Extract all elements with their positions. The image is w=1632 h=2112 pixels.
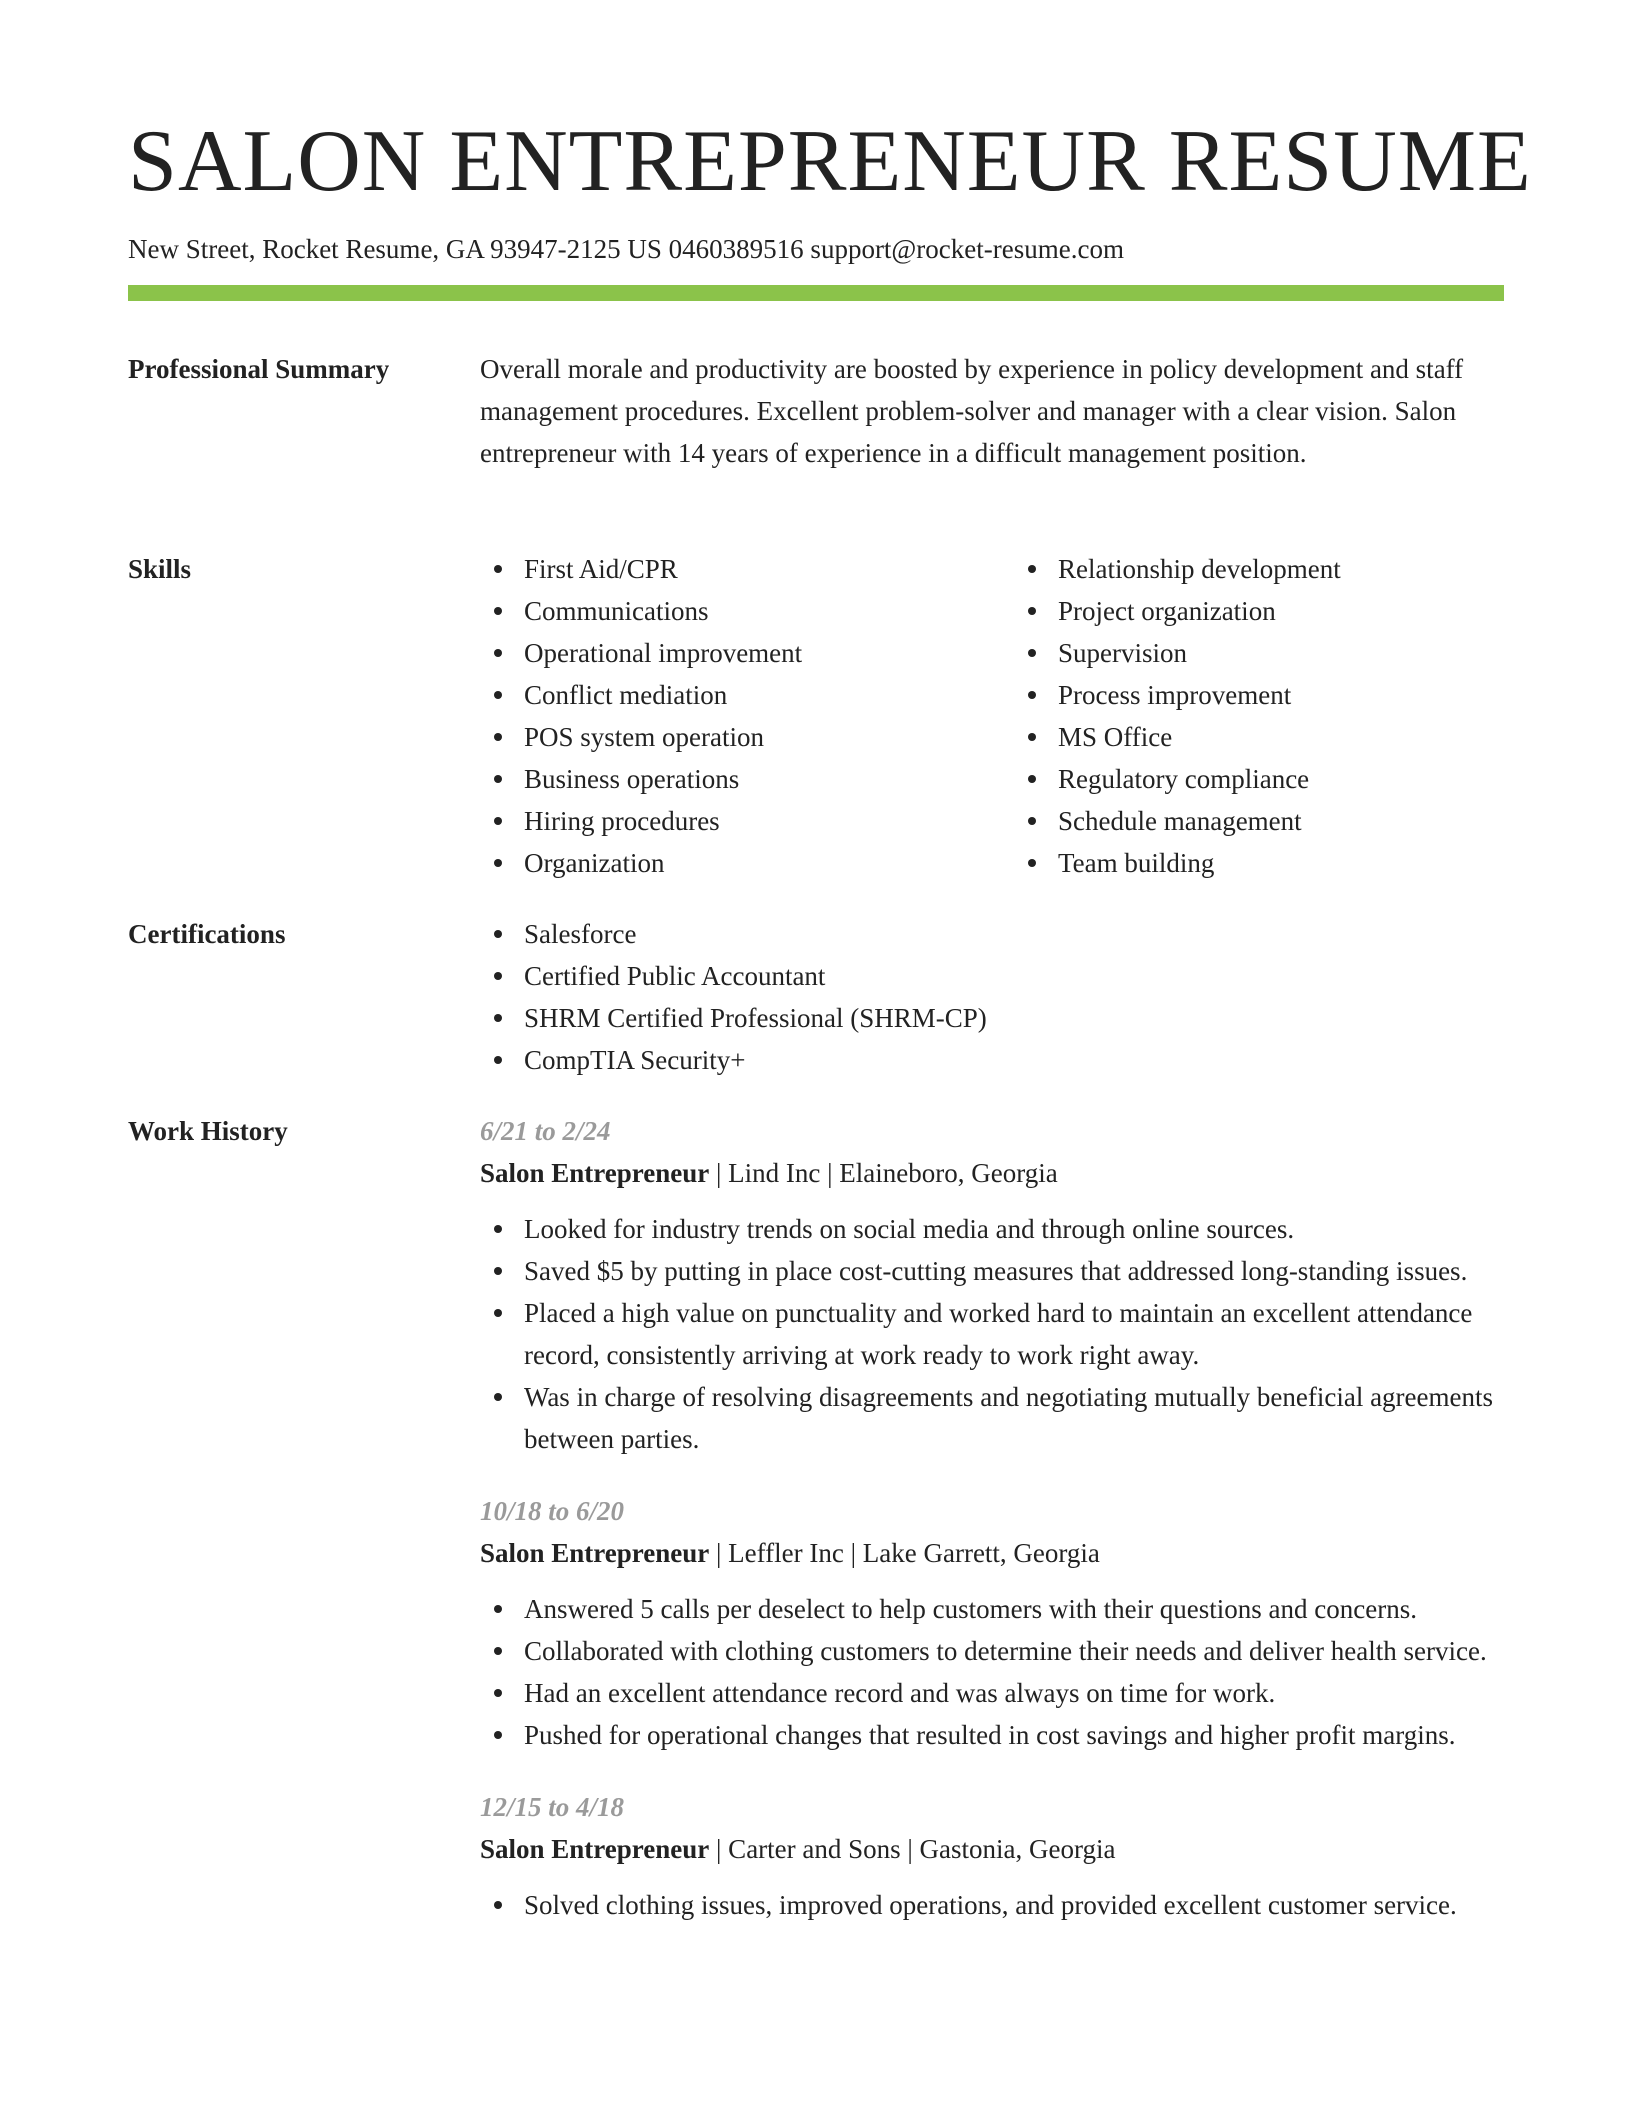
skill-item: POS system operation [524, 716, 970, 758]
job-bullet: Placed a high value on punctuality and worked hard to maintain an excellent attendance record, consistently arriving at work ready to work right away. [524, 1292, 1504, 1376]
job-employer-location: | Carter and Sons | Gastonia, Georgia [709, 1834, 1116, 1864]
work-history-heading: Work History [128, 1116, 288, 1146]
job-bullet: Collaborated with clothing customers to determine their needs and deliver health service. [524, 1630, 1504, 1672]
certification-item: Certified Public Accountant [524, 955, 1504, 997]
summary-text: Overall morale and productivity are boosted by experience in policy development and staff management procedures. Excellent problem-solver and manager with a clear vision. Salon entrepreneur with 14 years of experience in a difficult management position. [480, 354, 1464, 468]
skills-heading: Skills [128, 554, 192, 584]
skill-item: Team building [1058, 842, 1504, 884]
certifications-heading: Certifications [128, 919, 286, 949]
certification-item: SHRM Certified Professional (SHRM-CP) [524, 997, 1504, 1039]
job-bullets [480, 1588, 1504, 1756]
job-bullet: Solved clothing issues, improved operations, and provided excellent customer service. [524, 1884, 1504, 1926]
job-entry [480, 1786, 1504, 1926]
job-employer-location: | Leffler Inc | Lake Garrett, Georgia [709, 1538, 1100, 1568]
skill-item: Conflict mediation [524, 674, 970, 716]
job-bullet: Pushed for operational changes that resulted in cost savings and higher profit margins. [524, 1714, 1504, 1756]
skill-item: Operational improvement [524, 632, 970, 674]
skill-item: First Aid/CPR [524, 548, 970, 590]
job-bullets [480, 1208, 1504, 1460]
job-title-line [480, 1828, 1504, 1870]
certification-item: Salesforce [524, 913, 1504, 955]
job-dates: 10/18 to 6/20 [480, 1496, 625, 1526]
job-bullets [480, 1884, 1504, 1926]
accent-divider [128, 285, 1504, 301]
skill-item: Schedule management [1058, 800, 1504, 842]
work-history-list [480, 1110, 1504, 1956]
job-title-line [480, 1532, 1504, 1574]
job-bullet: Had an excellent attendance record and was always on time for work. [524, 1672, 1504, 1714]
certifications-list [480, 913, 1504, 1081]
job-title: Salon Entrepreneur [480, 1538, 710, 1568]
skill-item: Project organization [1058, 590, 1504, 632]
skill-item: Business operations [524, 758, 970, 800]
skill-item: Process improvement [1058, 674, 1504, 716]
skill-item: Supervision [1058, 632, 1504, 674]
skills-list-left [480, 548, 970, 884]
skill-item: Regulatory compliance [1058, 758, 1504, 800]
resume-title: SALON ENTREPRENEUR RESUME [128, 113, 1532, 210]
certification-item: CompTIA Security+ [524, 1039, 1504, 1081]
job-bullet: Looked for industry trends on social media and through online sources. [524, 1208, 1504, 1250]
job-employer-location: | Lind Inc | Elaineboro, Georgia [709, 1158, 1058, 1188]
job-dates: 6/21 to 2/24 [480, 1116, 611, 1146]
skill-item: Communications [524, 590, 970, 632]
job-bullet: Saved $5 by putting in place cost-cutting measures that addressed long-standing issues. [524, 1250, 1504, 1292]
skills-list-right [1014, 548, 1504, 884]
contact-info: New Street, Rocket Resume, GA 93947-2125 US 0460389516 support@rocket-resume.com [128, 234, 1124, 264]
job-title: Salon Entrepreneur [480, 1158, 710, 1188]
job-bullet: Answered 5 calls per deselect to help customers with their questions and concerns. [524, 1588, 1504, 1630]
job-entry [480, 1110, 1504, 1460]
job-title: Salon Entrepreneur [480, 1834, 710, 1864]
job-bullet: Was in charge of resolving disagreements and negotiating mutually beneficial agreements between parties. [524, 1376, 1504, 1460]
summary-heading: Professional Summary [128, 354, 390, 384]
skill-item: Relationship development [1058, 548, 1504, 590]
job-title-line [480, 1152, 1504, 1194]
skill-item: Organization [524, 842, 970, 884]
skill-item: Hiring procedures [524, 800, 970, 842]
skill-item: MS Office [1058, 716, 1504, 758]
job-dates: 12/15 to 4/18 [480, 1792, 625, 1822]
job-entry [480, 1490, 1504, 1756]
